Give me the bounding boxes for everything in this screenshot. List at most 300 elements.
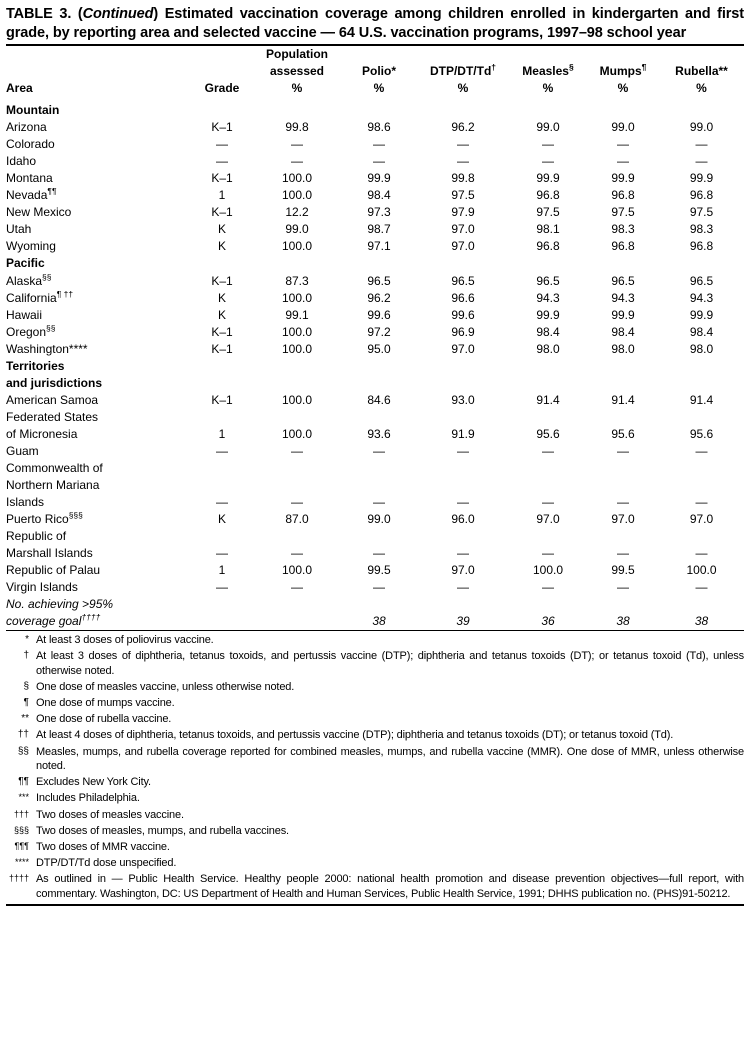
row-value-cell: 97.5 bbox=[451, 188, 475, 203]
row-value-cell bbox=[341, 460, 417, 477]
row-value-cell: K bbox=[217, 222, 226, 237]
row-value-cell: — bbox=[457, 137, 469, 152]
row-value-cell: — bbox=[373, 137, 385, 152]
row-value-cell: 100.0 bbox=[532, 563, 564, 578]
row-area-label bbox=[6, 358, 191, 375]
col-header-polio bbox=[341, 46, 417, 97]
row-area-label bbox=[6, 545, 191, 562]
row-value-cell bbox=[659, 102, 744, 119]
row-value-cell bbox=[191, 596, 253, 613]
area-name: No. achieving >95% bbox=[6, 597, 114, 612]
row-value-cell bbox=[509, 358, 587, 375]
table-row bbox=[6, 273, 744, 290]
row-value-cell bbox=[509, 528, 587, 545]
table-row bbox=[6, 494, 744, 511]
row-value-cell: — bbox=[617, 154, 629, 169]
row-value-cell bbox=[659, 409, 744, 426]
col-header-dtp-line3: % bbox=[457, 81, 469, 96]
row-value-cell: 96.8 bbox=[536, 239, 560, 254]
row-value-cell: 97.2 bbox=[367, 324, 391, 339]
table-header-row bbox=[6, 46, 744, 97]
row-value-cell: — bbox=[373, 546, 385, 560]
row-value-cell: — bbox=[617, 443, 629, 458]
col-header-mumps bbox=[587, 46, 659, 97]
row-area-label bbox=[6, 153, 191, 170]
footnote bbox=[6, 745, 744, 774]
row-value-cell: 98.4 bbox=[536, 324, 560, 339]
row-area-label bbox=[6, 341, 191, 358]
row-value-cell bbox=[509, 460, 587, 477]
table-row bbox=[6, 324, 744, 341]
footnote-text: Measles, mumps, and rubella coverage reported for combined measles, mumps, and rubella vaccine (MMR). One dose of MMR, unless otherwise noted. bbox=[36, 745, 744, 773]
row-value-cell bbox=[417, 477, 509, 494]
footnote bbox=[6, 824, 744, 839]
row-value-cell: 1 bbox=[218, 426, 226, 441]
row-value-cell: 96.6 bbox=[451, 290, 475, 305]
row-value-cell bbox=[341, 358, 417, 375]
area-name: Marshall Islands bbox=[6, 546, 93, 560]
row-value-cell: 96.5 bbox=[367, 273, 391, 288]
row-value-cell: — bbox=[457, 154, 469, 169]
row-value-cell: 99.9 bbox=[611, 171, 635, 186]
row-value-cell: 91.4 bbox=[689, 392, 714, 407]
area-footnote-marker: †††† bbox=[81, 612, 101, 623]
row-area-label bbox=[6, 324, 191, 341]
row-value-cell: 87.0 bbox=[285, 511, 309, 526]
row-value-cell: — bbox=[695, 546, 708, 560]
table-row bbox=[6, 221, 744, 238]
area-name: American Samoa bbox=[6, 392, 99, 407]
footnote-marker: ¶ bbox=[23, 697, 29, 709]
row-value-cell bbox=[253, 528, 341, 545]
row-value-cell bbox=[253, 102, 341, 119]
area-name: Montana bbox=[6, 171, 53, 186]
row-value-cell bbox=[509, 102, 587, 119]
row-value-cell: 99.0 bbox=[285, 222, 309, 237]
row-value-cell bbox=[659, 477, 744, 494]
row-value-cell: 95.6 bbox=[611, 426, 635, 441]
row-value-cell: — bbox=[542, 580, 554, 595]
row-value-cell bbox=[509, 477, 587, 494]
row-value-cell bbox=[417, 528, 509, 545]
row-value-cell bbox=[341, 375, 417, 392]
row-value-cell: 99.8 bbox=[285, 120, 309, 135]
table-row bbox=[6, 562, 744, 579]
row-value-cell bbox=[417, 375, 509, 392]
row-value-cell: — bbox=[695, 137, 708, 152]
row-value-cell: — bbox=[695, 494, 708, 509]
row-value-cell: — bbox=[291, 137, 303, 152]
row-value-cell: 84.6 bbox=[367, 392, 391, 407]
table-row bbox=[6, 255, 744, 272]
area-name: Virgin Islands bbox=[6, 580, 78, 595]
table-row bbox=[6, 119, 744, 136]
row-area-label bbox=[6, 511, 191, 528]
area-name: coverage goal bbox=[6, 614, 82, 629]
footnote bbox=[6, 728, 744, 743]
row-value-cell: K–1 bbox=[211, 120, 233, 135]
row-value-cell bbox=[341, 409, 417, 426]
row-value-cell: 98.6 bbox=[367, 120, 391, 135]
row-value-cell: 97.5 bbox=[536, 205, 560, 220]
row-area-label bbox=[6, 477, 191, 494]
row-value-cell bbox=[417, 255, 509, 272]
page-bottom-rule bbox=[6, 904, 744, 906]
col-header-dtp-sup: † bbox=[491, 62, 497, 73]
table-row bbox=[6, 358, 744, 375]
row-value-cell: K–1 bbox=[211, 205, 233, 220]
area-name: of Micronesia bbox=[6, 426, 78, 441]
footnote-marker: §§§ bbox=[13, 824, 29, 835]
row-value-cell: — bbox=[542, 546, 554, 560]
row-value-cell: 100.0 bbox=[281, 426, 313, 441]
row-value-cell: 99.6 bbox=[367, 307, 391, 322]
row-value-cell: — bbox=[457, 443, 469, 458]
row-area-label bbox=[6, 579, 191, 596]
area-name: Pacific bbox=[6, 256, 45, 271]
row-value-cell: 96.5 bbox=[536, 273, 560, 288]
row-value-cell bbox=[509, 409, 587, 426]
area-name: Territories bbox=[6, 358, 65, 373]
row-value-cell: — bbox=[695, 580, 708, 595]
row-value-cell bbox=[191, 102, 253, 119]
row-value-cell bbox=[253, 460, 341, 477]
row-area-label bbox=[6, 273, 191, 290]
table-row bbox=[6, 238, 744, 255]
col-header-measles-line3: % bbox=[542, 81, 554, 96]
row-area-label bbox=[6, 426, 191, 443]
row-value-cell: 97.0 bbox=[451, 239, 475, 254]
footnote-text: As outlined in — Public Health Service. Healthy people 2000: national health promotion and disease prevention objectives—full report, with commentary. Washington, DC: US Department of Health and Human Services, Public Health Service, 1991; DHHS publication no. (PHS)91-50212. bbox=[36, 873, 744, 900]
row-value-cell bbox=[587, 255, 659, 272]
table-row bbox=[6, 528, 744, 545]
table-row bbox=[6, 443, 744, 460]
row-value-cell: 99.0 bbox=[367, 511, 391, 526]
row-value-cell: — bbox=[216, 546, 228, 560]
row-value-cell: 96.5 bbox=[611, 273, 635, 288]
table-row bbox=[6, 375, 744, 392]
col-header-mumps-line3: % bbox=[617, 81, 629, 96]
area-name: Republic of Palau bbox=[6, 563, 101, 578]
row-area-label bbox=[6, 170, 191, 187]
row-value-cell: 38 bbox=[616, 614, 630, 629]
row-value-cell: 96.8 bbox=[689, 239, 714, 254]
area-name: Islands bbox=[6, 494, 45, 509]
row-value-cell: — bbox=[216, 494, 228, 509]
area-name: Wyoming bbox=[6, 239, 56, 254]
row-value-cell: 91.4 bbox=[611, 392, 635, 407]
col-header-measles-line1: Measles§ bbox=[522, 62, 574, 79]
row-value-cell bbox=[659, 460, 744, 477]
row-value-cell: — bbox=[542, 137, 554, 152]
row-value-cell bbox=[587, 358, 659, 375]
row-value-cell: — bbox=[291, 494, 303, 509]
row-value-cell bbox=[191, 375, 253, 392]
table-bottom-rule bbox=[6, 630, 744, 631]
row-value-cell bbox=[417, 460, 509, 477]
area-footnote-marker: ¶¶ bbox=[47, 186, 57, 197]
row-value-cell bbox=[341, 477, 417, 494]
row-value-cell bbox=[659, 375, 744, 392]
row-value-cell: 100.0 bbox=[281, 188, 313, 203]
row-value-cell: 96.2 bbox=[367, 290, 391, 305]
row-value-cell: 96.9 bbox=[451, 324, 475, 339]
row-value-cell: 38 bbox=[372, 614, 386, 629]
row-value-cell bbox=[659, 528, 744, 545]
area-footnote-marker: §§§ bbox=[68, 509, 83, 520]
row-value-cell bbox=[253, 409, 341, 426]
row-value-cell: 99.5 bbox=[367, 563, 391, 578]
row-value-cell: 98.0 bbox=[689, 341, 714, 356]
row-value-cell bbox=[417, 596, 509, 613]
table-row bbox=[6, 579, 744, 596]
row-value-cell: 97.0 bbox=[451, 222, 475, 237]
row-value-cell: 99.5 bbox=[611, 563, 635, 578]
row-area-label bbox=[6, 528, 191, 545]
area-name: Nevada bbox=[6, 188, 48, 203]
table-row bbox=[6, 136, 744, 153]
row-value-cell bbox=[341, 255, 417, 272]
footnote bbox=[6, 696, 744, 711]
row-value-cell bbox=[509, 255, 587, 272]
row-value-cell: 98.3 bbox=[611, 222, 635, 237]
footnote-marker: **** bbox=[14, 856, 29, 867]
footnote-marker: § bbox=[23, 681, 29, 693]
table-row bbox=[6, 290, 744, 307]
footnote-text: Two doses of measles vaccine. bbox=[36, 808, 184, 821]
row-area-label bbox=[6, 221, 191, 238]
footnote-text: DTP/DT/Td dose unspecified. bbox=[36, 856, 177, 869]
footnote bbox=[6, 840, 744, 855]
footnote-text: At least 3 doses of poliovirus vaccine. bbox=[36, 634, 214, 647]
row-value-cell: 38 bbox=[694, 614, 709, 629]
footnote-marker: †† bbox=[17, 729, 29, 741]
area-name: Hawaii bbox=[6, 307, 43, 322]
footnote-marker: †††† bbox=[8, 873, 29, 884]
row-value-cell: — bbox=[457, 546, 469, 560]
row-value-cell: 99.9 bbox=[689, 307, 714, 322]
row-area-label bbox=[6, 409, 191, 426]
row-value-cell bbox=[341, 528, 417, 545]
row-value-cell: 1 bbox=[218, 563, 226, 578]
footnote bbox=[6, 633, 744, 648]
col-header-measles-sup: § bbox=[568, 62, 574, 73]
row-value-cell: 96.5 bbox=[689, 273, 714, 288]
row-value-cell: 96.5 bbox=[451, 273, 475, 288]
footnote-text: Includes Philadelphia. bbox=[36, 792, 140, 805]
col-header-population-line3: % bbox=[291, 81, 303, 96]
page-title bbox=[6, 5, 744, 42]
row-value-cell bbox=[587, 460, 659, 477]
footnote-text: One dose of measles vaccine, unless otherwise noted. bbox=[36, 681, 295, 694]
row-area-label bbox=[6, 136, 191, 153]
row-value-cell: 100.0 bbox=[281, 324, 313, 339]
row-value-cell: 36 bbox=[541, 614, 555, 629]
footnote-text: At least 3 doses of diphtheria, tetanus toxoids, and pertussis vaccine (DTP); diphtheria and tetanus toxoids (DT); or tetanus toxoid (Td), unless otherwise noted. bbox=[36, 650, 744, 677]
col-header-polio-line3: % bbox=[373, 81, 385, 96]
row-value-cell: 12.2 bbox=[285, 205, 309, 220]
col-header-grade: Grade bbox=[204, 81, 240, 96]
row-value-cell: 95.0 bbox=[367, 341, 391, 356]
footnote-text: Two doses of MMR vaccine. bbox=[36, 840, 170, 853]
footnote-marker: * bbox=[25, 634, 29, 646]
row-area-label bbox=[6, 460, 191, 477]
title-suffix: ) Estimated vaccination coverage among children enrolled in kindergarten and first grade, by reporting area and selected vaccine — 64 U.S. vaccination programs, 1997–98 school year bbox=[6, 6, 745, 41]
row-value-cell: 96.0 bbox=[451, 511, 475, 526]
row-value-cell: — bbox=[373, 443, 385, 458]
area-name: Guam bbox=[6, 443, 39, 458]
row-value-cell: 97.0 bbox=[451, 341, 475, 356]
row-value-cell bbox=[253, 613, 341, 630]
row-value-cell: 94.3 bbox=[689, 290, 714, 305]
row-value-cell bbox=[417, 358, 509, 375]
row-value-cell: 99.9 bbox=[611, 307, 635, 322]
row-value-cell: 94.3 bbox=[536, 290, 560, 305]
area-name: and jurisdictions bbox=[6, 375, 103, 390]
row-value-cell bbox=[509, 596, 587, 613]
row-value-cell: — bbox=[373, 580, 385, 595]
table-row bbox=[6, 613, 744, 630]
row-value-cell bbox=[191, 528, 253, 545]
row-value-cell: 96.8 bbox=[536, 188, 560, 203]
row-value-cell: 99.9 bbox=[689, 171, 714, 186]
row-value-cell bbox=[659, 255, 744, 272]
row-area-label bbox=[6, 494, 191, 511]
row-value-cell: 93.0 bbox=[451, 392, 475, 407]
row-value-cell: — bbox=[291, 154, 303, 169]
row-value-cell: — bbox=[373, 494, 385, 509]
row-area-label bbox=[6, 255, 191, 272]
area-name: Colorado bbox=[6, 137, 55, 152]
row-value-cell: — bbox=[216, 154, 228, 169]
row-value-cell: 98.0 bbox=[611, 341, 635, 356]
row-value-cell: 99.9 bbox=[536, 171, 560, 186]
row-value-cell: K bbox=[217, 511, 226, 526]
row-value-cell: 99.8 bbox=[451, 171, 475, 186]
row-value-cell bbox=[341, 102, 417, 119]
row-value-cell bbox=[191, 255, 253, 272]
area-name: California bbox=[6, 290, 57, 305]
row-area-label bbox=[6, 596, 191, 613]
row-area-label bbox=[6, 613, 191, 630]
table-row bbox=[6, 307, 744, 324]
row-value-cell: 99.9 bbox=[367, 171, 391, 186]
row-value-cell: 100.0 bbox=[281, 290, 313, 305]
row-value-cell bbox=[253, 375, 341, 392]
row-area-label bbox=[6, 238, 191, 255]
row-value-cell: — bbox=[542, 494, 554, 509]
area-name: Federated States bbox=[6, 409, 99, 424]
title-prefix: TABLE 3. ( bbox=[6, 6, 83, 22]
row-value-cell: 97.9 bbox=[451, 205, 475, 220]
row-value-cell: 94.3 bbox=[611, 290, 635, 305]
row-value-cell: 91.9 bbox=[451, 426, 475, 441]
row-value-cell: 39 bbox=[456, 614, 470, 629]
table-row bbox=[6, 102, 744, 119]
row-value-cell bbox=[191, 477, 253, 494]
area-name: Oregon bbox=[6, 324, 47, 339]
table-body bbox=[6, 97, 744, 630]
row-value-cell bbox=[191, 358, 253, 375]
footnote bbox=[6, 775, 744, 790]
row-value-cell: 98.0 bbox=[536, 341, 560, 356]
row-area-label bbox=[6, 443, 191, 460]
row-value-cell: 1 bbox=[218, 188, 226, 203]
area-name: Mountain bbox=[6, 103, 60, 118]
footnote-marker: ††† bbox=[13, 808, 29, 819]
area-footnote-marker: §§ bbox=[46, 322, 56, 333]
area-name: Puerto Rico bbox=[6, 511, 69, 526]
footnote-marker: *** bbox=[18, 792, 29, 803]
col-header-rubella-line3: % bbox=[696, 81, 707, 96]
row-value-cell: — bbox=[695, 154, 708, 169]
row-value-cell bbox=[587, 409, 659, 426]
area-footnote-marker: ¶ †† bbox=[56, 288, 74, 299]
col-header-area: Area bbox=[6, 81, 33, 96]
row-value-cell: — bbox=[291, 443, 303, 458]
footnotes-section bbox=[6, 633, 744, 901]
col-header-rubella bbox=[659, 46, 744, 97]
row-area-label bbox=[6, 392, 191, 409]
row-value-cell: 98.7 bbox=[367, 222, 391, 237]
row-area-label bbox=[6, 307, 191, 324]
footnote bbox=[6, 680, 744, 695]
row-area-label bbox=[6, 187, 191, 204]
col-header-polio-line1: Polio* bbox=[361, 64, 396, 79]
area-name: Utah bbox=[6, 222, 32, 237]
table-row bbox=[6, 409, 744, 426]
row-value-cell: 99.0 bbox=[536, 120, 560, 135]
row-value-cell: 100.0 bbox=[281, 171, 313, 186]
row-value-cell: K–1 bbox=[211, 171, 233, 186]
row-value-cell: 97.0 bbox=[451, 563, 475, 578]
row-area-label bbox=[6, 375, 191, 392]
row-value-cell: 100.0 bbox=[281, 239, 313, 254]
row-value-cell bbox=[659, 358, 744, 375]
row-value-cell: — bbox=[542, 443, 554, 458]
row-value-cell: 96.8 bbox=[611, 188, 635, 203]
row-value-cell: — bbox=[617, 494, 629, 509]
footnote-marker: ¶¶ bbox=[18, 776, 29, 788]
row-value-cell: K bbox=[217, 239, 226, 254]
row-value-cell: K–1 bbox=[211, 273, 233, 288]
col-header-population-line2: assessed bbox=[269, 64, 325, 79]
row-value-cell: 97.3 bbox=[367, 205, 391, 220]
table-row bbox=[6, 170, 744, 187]
row-value-cell bbox=[587, 528, 659, 545]
row-value-cell bbox=[253, 255, 341, 272]
footnote-text: One dose of rubella vaccine. bbox=[36, 713, 172, 726]
row-value-cell: 97.0 bbox=[536, 511, 560, 526]
row-value-cell: K–1 bbox=[211, 341, 233, 356]
row-value-cell: 100.0 bbox=[686, 563, 717, 578]
footnote-marker: ¶¶¶ bbox=[14, 840, 29, 851]
table-row bbox=[6, 460, 744, 477]
row-value-cell: 99.9 bbox=[536, 307, 560, 322]
area-name: Arizona bbox=[6, 120, 47, 135]
footnote bbox=[6, 856, 744, 871]
row-value-cell: K bbox=[217, 307, 226, 322]
row-value-cell bbox=[253, 596, 341, 613]
row-area-label bbox=[6, 562, 191, 579]
row-value-cell: 98.1 bbox=[536, 222, 560, 237]
row-value-cell: — bbox=[617, 137, 629, 152]
row-value-cell: 99.0 bbox=[611, 120, 635, 135]
footnote bbox=[6, 872, 744, 901]
table-row bbox=[6, 204, 744, 221]
row-value-cell: — bbox=[216, 137, 228, 152]
footnote bbox=[6, 649, 744, 678]
